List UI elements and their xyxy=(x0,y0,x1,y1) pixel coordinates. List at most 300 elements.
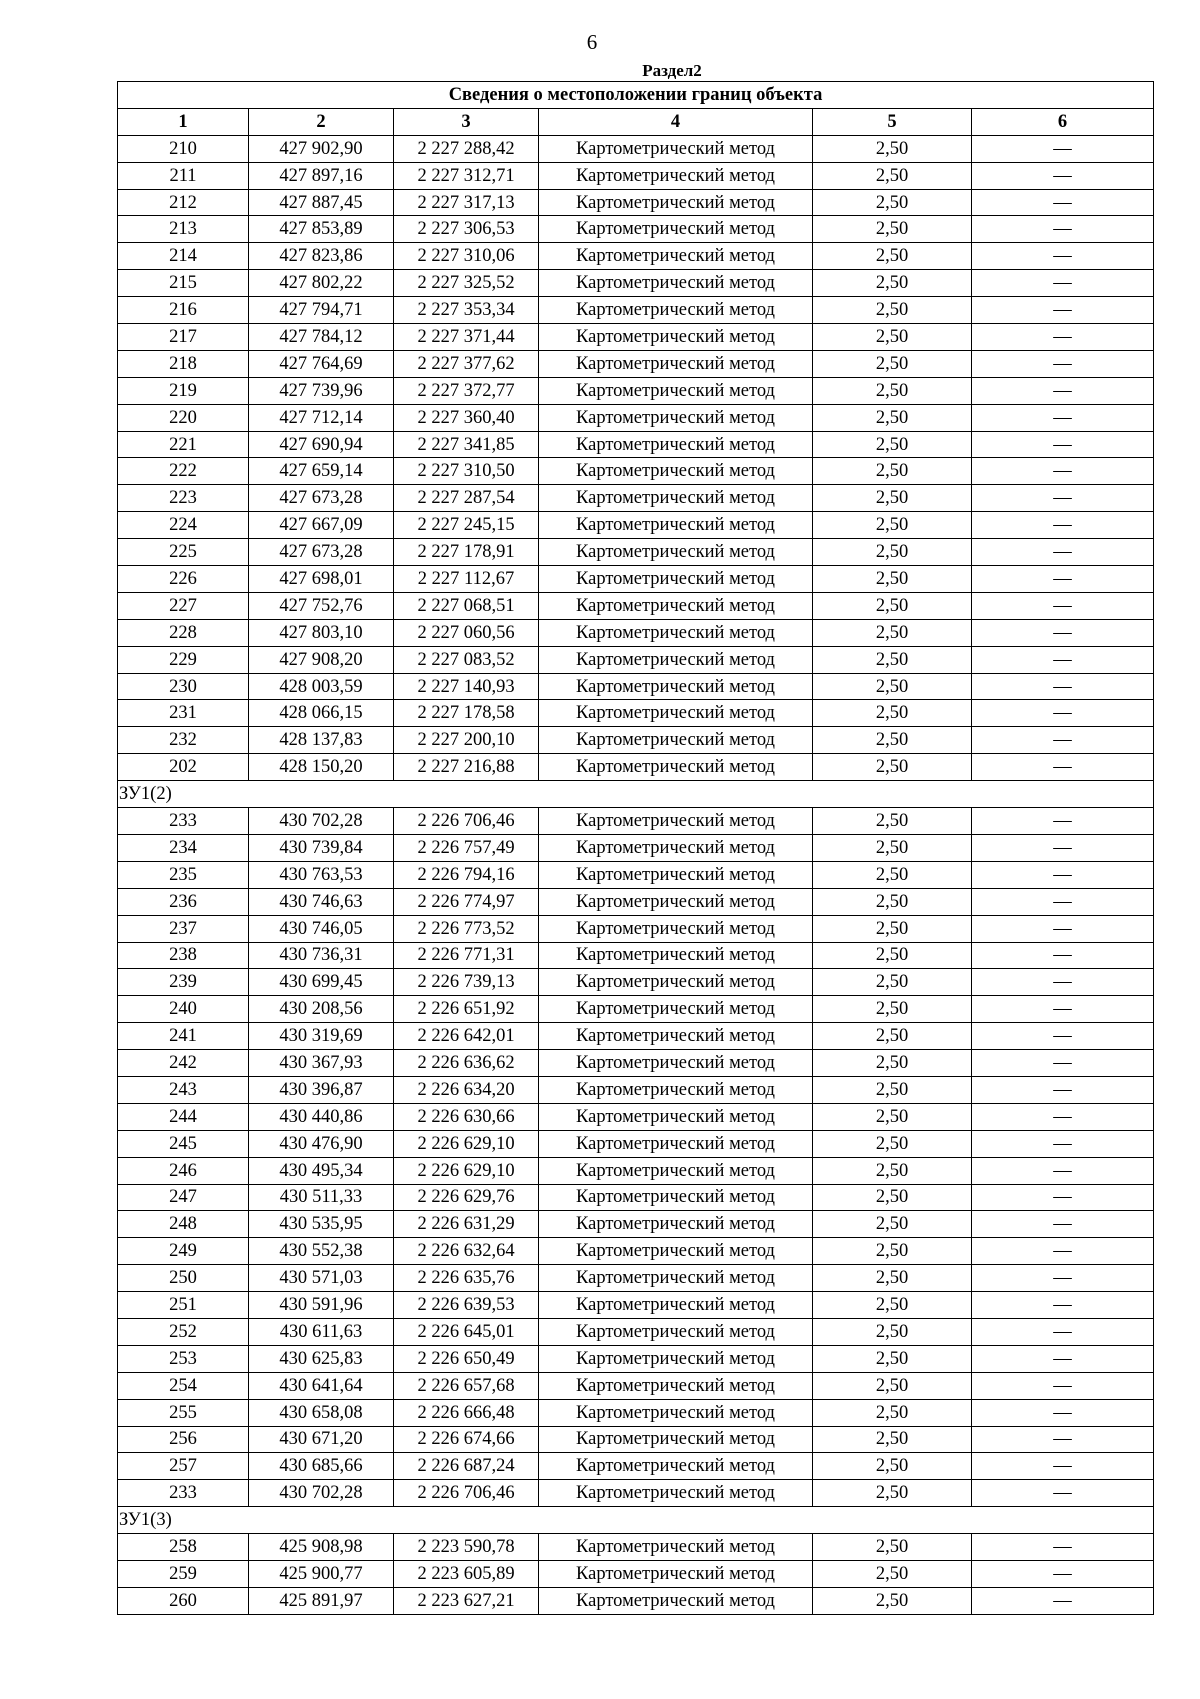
table-row xyxy=(118,834,1154,861)
method-cell: Картометрический метод xyxy=(539,942,813,969)
column-header: 4 xyxy=(539,108,813,135)
description-cell: — xyxy=(972,754,1154,781)
table-row xyxy=(118,1345,1154,1372)
y-coordinate-cell: 2 226 629,10 xyxy=(394,1130,539,1157)
description-cell: — xyxy=(972,1238,1154,1265)
point-number-cell: 219 xyxy=(118,377,249,404)
y-coordinate-cell: 2 227 287,54 xyxy=(394,485,539,512)
table-row xyxy=(118,1534,1154,1561)
group-label: ЗУ1(2) xyxy=(118,781,1154,808)
accuracy-cell: 2,50 xyxy=(813,1130,972,1157)
accuracy-cell: 2,50 xyxy=(813,458,972,485)
method-cell: Картометрический метод xyxy=(539,888,813,915)
method-cell: Картометрический метод xyxy=(539,377,813,404)
description-cell: — xyxy=(972,861,1154,888)
table-row xyxy=(118,431,1154,458)
table-body xyxy=(118,135,1154,1614)
table-row xyxy=(118,754,1154,781)
table-row xyxy=(118,673,1154,700)
method-cell: Картометрический метод xyxy=(539,1103,813,1130)
method-cell: Картометрический метод xyxy=(539,512,813,539)
description-cell: — xyxy=(972,297,1154,324)
y-coordinate-cell: 2 227 060,56 xyxy=(394,619,539,646)
point-number-cell: 230 xyxy=(118,673,249,700)
accuracy-cell: 2,50 xyxy=(813,377,972,404)
description-cell: — xyxy=(972,350,1154,377)
x-coordinate-cell: 425 900,77 xyxy=(249,1560,394,1587)
description-cell: — xyxy=(972,1292,1154,1319)
y-coordinate-cell: 2 226 631,29 xyxy=(394,1211,539,1238)
point-number-cell: 253 xyxy=(118,1345,249,1372)
accuracy-cell: 2,50 xyxy=(813,216,972,243)
method-cell: Картометрический метод xyxy=(539,1184,813,1211)
y-coordinate-cell: 2 227 371,44 xyxy=(394,324,539,351)
table-row xyxy=(118,727,1154,754)
table-row xyxy=(118,1157,1154,1184)
accuracy-cell: 2,50 xyxy=(813,1345,972,1372)
table-row xyxy=(118,1103,1154,1130)
accuracy-cell: 2,50 xyxy=(813,1157,972,1184)
x-coordinate-cell: 430 702,28 xyxy=(249,808,394,835)
method-cell: Картометрический метод xyxy=(539,431,813,458)
accuracy-cell: 2,50 xyxy=(813,1292,972,1319)
coordinates-table xyxy=(117,81,1154,1615)
method-cell: Картометрический метод xyxy=(539,404,813,431)
x-coordinate-cell: 427 802,22 xyxy=(249,270,394,297)
table-caption: Сведения о местоположении границ объекта xyxy=(118,82,1154,109)
y-coordinate-cell: 2 223 590,78 xyxy=(394,1534,539,1561)
accuracy-cell: 2,50 xyxy=(813,646,972,673)
description-cell: — xyxy=(972,619,1154,646)
point-number-cell: 227 xyxy=(118,592,249,619)
accuracy-cell: 2,50 xyxy=(813,485,972,512)
accuracy-cell: 2,50 xyxy=(813,566,972,593)
description-cell: — xyxy=(972,1534,1154,1561)
method-cell: Картометрический метод xyxy=(539,350,813,377)
table-row xyxy=(118,888,1154,915)
x-coordinate-cell: 430 611,63 xyxy=(249,1318,394,1345)
table-row xyxy=(118,162,1154,189)
method-cell: Картометрический метод xyxy=(539,1050,813,1077)
description-cell: — xyxy=(972,1318,1154,1345)
y-coordinate-cell: 2 226 666,48 xyxy=(394,1399,539,1426)
table-row xyxy=(118,700,1154,727)
description-cell: — xyxy=(972,1587,1154,1614)
x-coordinate-cell: 430 625,83 xyxy=(249,1345,394,1372)
description-cell: — xyxy=(972,1076,1154,1103)
column-header-row xyxy=(118,108,1154,135)
x-coordinate-cell: 427 712,14 xyxy=(249,404,394,431)
table-row xyxy=(118,1318,1154,1345)
group-row xyxy=(118,781,1154,808)
x-coordinate-cell: 430 641,64 xyxy=(249,1372,394,1399)
description-cell: — xyxy=(972,135,1154,162)
description-cell: — xyxy=(972,1184,1154,1211)
method-cell: Картометрический метод xyxy=(539,1426,813,1453)
y-coordinate-cell: 2 226 657,68 xyxy=(394,1372,539,1399)
accuracy-cell: 2,50 xyxy=(813,270,972,297)
point-number-cell: 247 xyxy=(118,1184,249,1211)
description-cell: — xyxy=(972,162,1154,189)
accuracy-cell: 2,50 xyxy=(813,1265,972,1292)
method-cell: Картометрический метод xyxy=(539,915,813,942)
accuracy-cell: 2,50 xyxy=(813,888,972,915)
y-coordinate-cell: 2 227 140,93 xyxy=(394,673,539,700)
table-row xyxy=(118,189,1154,216)
description-cell: — xyxy=(972,539,1154,566)
x-coordinate-cell: 427 902,90 xyxy=(249,135,394,162)
x-coordinate-cell: 427 659,14 xyxy=(249,458,394,485)
point-number-cell: 210 xyxy=(118,135,249,162)
column-header: 6 xyxy=(972,108,1154,135)
description-cell: — xyxy=(972,808,1154,835)
x-coordinate-cell: 427 794,71 xyxy=(249,297,394,324)
x-coordinate-cell: 427 673,28 xyxy=(249,485,394,512)
point-number-cell: 218 xyxy=(118,350,249,377)
point-number-cell: 224 xyxy=(118,512,249,539)
description-cell: — xyxy=(972,1560,1154,1587)
y-coordinate-cell: 2 227 083,52 xyxy=(394,646,539,673)
x-coordinate-cell: 427 764,69 xyxy=(249,350,394,377)
method-cell: Картометрический метод xyxy=(539,566,813,593)
description-cell: — xyxy=(972,996,1154,1023)
y-coordinate-cell: 2 227 306,53 xyxy=(394,216,539,243)
method-cell: Картометрический метод xyxy=(539,1453,813,1480)
y-coordinate-cell: 2 226 687,24 xyxy=(394,1453,539,1480)
accuracy-cell: 2,50 xyxy=(813,592,972,619)
y-coordinate-cell: 2 226 634,20 xyxy=(394,1076,539,1103)
y-coordinate-cell: 2 226 629,10 xyxy=(394,1157,539,1184)
table-row xyxy=(118,216,1154,243)
column-header: 2 xyxy=(249,108,394,135)
accuracy-cell: 2,50 xyxy=(813,915,972,942)
y-coordinate-cell: 2 226 635,76 xyxy=(394,1265,539,1292)
accuracy-cell: 2,50 xyxy=(813,539,972,566)
accuracy-cell: 2,50 xyxy=(813,1050,972,1077)
point-number-cell: 255 xyxy=(118,1399,249,1426)
table-row xyxy=(118,458,1154,485)
description-cell: — xyxy=(972,216,1154,243)
description-cell: — xyxy=(972,673,1154,700)
description-cell: — xyxy=(972,243,1154,270)
table-row xyxy=(118,297,1154,324)
point-number-cell: 214 xyxy=(118,243,249,270)
table-row xyxy=(118,350,1154,377)
table-row xyxy=(118,942,1154,969)
description-cell: — xyxy=(972,512,1154,539)
y-coordinate-cell: 2 227 360,40 xyxy=(394,404,539,431)
description-cell: — xyxy=(972,1345,1154,1372)
table-row xyxy=(118,646,1154,673)
table-head xyxy=(118,82,1154,136)
accuracy-cell: 2,50 xyxy=(813,700,972,727)
point-number-cell: 258 xyxy=(118,1534,249,1561)
point-number-cell: 217 xyxy=(118,324,249,351)
y-coordinate-cell: 2 226 645,01 xyxy=(394,1318,539,1345)
method-cell: Картометрический метод xyxy=(539,458,813,485)
y-coordinate-cell: 2 227 310,06 xyxy=(394,243,539,270)
y-coordinate-cell: 2 227 068,51 xyxy=(394,592,539,619)
method-cell: Картометрический метод xyxy=(539,619,813,646)
point-number-cell: 249 xyxy=(118,1238,249,1265)
description-cell: — xyxy=(972,1399,1154,1426)
method-cell: Картометрический метод xyxy=(539,1318,813,1345)
accuracy-cell: 2,50 xyxy=(813,431,972,458)
accuracy-cell: 2,50 xyxy=(813,1453,972,1480)
table-row xyxy=(118,270,1154,297)
y-coordinate-cell: 2 227 317,13 xyxy=(394,189,539,216)
method-cell: Картометрический метод xyxy=(539,297,813,324)
description-cell: — xyxy=(972,1426,1154,1453)
y-coordinate-cell: 2 223 627,21 xyxy=(394,1587,539,1614)
accuracy-cell: 2,50 xyxy=(813,512,972,539)
description-cell: — xyxy=(972,888,1154,915)
description-cell: — xyxy=(972,1211,1154,1238)
table-row xyxy=(118,1292,1154,1319)
description-cell: — xyxy=(972,1023,1154,1050)
method-cell: Картометрический метод xyxy=(539,834,813,861)
point-number-cell: 242 xyxy=(118,1050,249,1077)
x-coordinate-cell: 430 396,87 xyxy=(249,1076,394,1103)
method-cell: Картометрический метод xyxy=(539,216,813,243)
accuracy-cell: 2,50 xyxy=(813,942,972,969)
table-row xyxy=(118,404,1154,431)
method-cell: Картометрический метод xyxy=(539,861,813,888)
point-number-cell: 252 xyxy=(118,1318,249,1345)
point-number-cell: 260 xyxy=(118,1587,249,1614)
accuracy-cell: 2,50 xyxy=(813,1318,972,1345)
method-cell: Картометрический метод xyxy=(539,1076,813,1103)
description-cell: — xyxy=(972,377,1154,404)
point-number-cell: 233 xyxy=(118,808,249,835)
accuracy-cell: 2,50 xyxy=(813,834,972,861)
accuracy-cell: 2,50 xyxy=(813,727,972,754)
method-cell: Картометрический метод xyxy=(539,485,813,512)
method-cell: Картометрический метод xyxy=(539,135,813,162)
method-cell: Картометрический метод xyxy=(539,592,813,619)
description-cell: — xyxy=(972,431,1154,458)
point-number-cell: 202 xyxy=(118,754,249,781)
point-number-cell: 225 xyxy=(118,539,249,566)
y-coordinate-cell: 2 227 178,58 xyxy=(394,700,539,727)
x-coordinate-cell: 430 591,96 xyxy=(249,1292,394,1319)
x-coordinate-cell: 430 319,69 xyxy=(249,1023,394,1050)
point-number-cell: 248 xyxy=(118,1211,249,1238)
y-coordinate-cell: 2 227 216,88 xyxy=(394,754,539,781)
y-coordinate-cell: 2 226 706,46 xyxy=(394,1480,539,1507)
accuracy-cell: 2,50 xyxy=(813,1184,972,1211)
table-row xyxy=(118,1211,1154,1238)
point-number-cell: 220 xyxy=(118,404,249,431)
y-coordinate-cell: 2 226 774,97 xyxy=(394,888,539,915)
point-number-cell: 241 xyxy=(118,1023,249,1050)
point-number-cell: 213 xyxy=(118,216,249,243)
point-number-cell: 259 xyxy=(118,1560,249,1587)
description-cell: — xyxy=(972,189,1154,216)
accuracy-cell: 2,50 xyxy=(813,1211,972,1238)
x-coordinate-cell: 430 671,20 xyxy=(249,1426,394,1453)
point-number-cell: 243 xyxy=(118,1076,249,1103)
description-cell: — xyxy=(972,1372,1154,1399)
x-coordinate-cell: 430 208,56 xyxy=(249,996,394,1023)
point-number-cell: 215 xyxy=(118,270,249,297)
accuracy-cell: 2,50 xyxy=(813,162,972,189)
accuracy-cell: 2,50 xyxy=(813,324,972,351)
point-number-cell: 212 xyxy=(118,189,249,216)
x-coordinate-cell: 430 658,08 xyxy=(249,1399,394,1426)
y-coordinate-cell: 2 227 341,85 xyxy=(394,431,539,458)
point-number-cell: 238 xyxy=(118,942,249,969)
x-coordinate-cell: 427 673,28 xyxy=(249,539,394,566)
x-coordinate-cell: 428 003,59 xyxy=(249,673,394,700)
description-cell: — xyxy=(972,1453,1154,1480)
method-cell: Картометрический метод xyxy=(539,1587,813,1614)
y-coordinate-cell: 2 227 245,15 xyxy=(394,512,539,539)
x-coordinate-cell: 427 698,01 xyxy=(249,566,394,593)
x-coordinate-cell: 430 511,33 xyxy=(249,1184,394,1211)
section-title: Раздел2 xyxy=(642,61,702,80)
point-number-cell: 234 xyxy=(118,834,249,861)
x-coordinate-cell: 427 739,96 xyxy=(249,377,394,404)
method-cell: Картометрический метод xyxy=(539,1292,813,1319)
method-cell: Картометрический метод xyxy=(539,189,813,216)
description-cell: — xyxy=(972,485,1154,512)
x-coordinate-cell: 427 784,12 xyxy=(249,324,394,351)
table-row xyxy=(118,592,1154,619)
accuracy-cell: 2,50 xyxy=(813,619,972,646)
description-cell: — xyxy=(972,727,1154,754)
accuracy-cell: 2,50 xyxy=(813,189,972,216)
method-cell: Картометрический метод xyxy=(539,539,813,566)
x-coordinate-cell: 427 752,76 xyxy=(249,592,394,619)
method-cell: Картометрический метод xyxy=(539,1399,813,1426)
y-coordinate-cell: 2 227 312,71 xyxy=(394,162,539,189)
method-cell: Картометрический метод xyxy=(539,1372,813,1399)
accuracy-cell: 2,50 xyxy=(813,1399,972,1426)
description-cell: — xyxy=(972,324,1154,351)
point-number-cell: 221 xyxy=(118,431,249,458)
point-number-cell: 222 xyxy=(118,458,249,485)
method-cell: Картометрический метод xyxy=(539,1023,813,1050)
y-coordinate-cell: 2 226 629,76 xyxy=(394,1184,539,1211)
table-row xyxy=(118,1399,1154,1426)
table-row xyxy=(118,1265,1154,1292)
point-number-cell: 245 xyxy=(118,1130,249,1157)
point-number-cell: 244 xyxy=(118,1103,249,1130)
point-number-cell: 236 xyxy=(118,888,249,915)
method-cell: Картометрический метод xyxy=(539,1345,813,1372)
x-coordinate-cell: 430 763,53 xyxy=(249,861,394,888)
accuracy-cell: 2,50 xyxy=(813,297,972,324)
point-number-cell: 233 xyxy=(118,1480,249,1507)
table-row xyxy=(118,1076,1154,1103)
y-coordinate-cell: 2 226 651,92 xyxy=(394,996,539,1023)
point-number-cell: 237 xyxy=(118,915,249,942)
description-cell: — xyxy=(972,458,1154,485)
point-number-cell: 251 xyxy=(118,1292,249,1319)
method-cell: Картометрический метод xyxy=(539,673,813,700)
point-number-cell: 235 xyxy=(118,861,249,888)
description-cell: — xyxy=(972,969,1154,996)
y-coordinate-cell: 2 226 650,49 xyxy=(394,1345,539,1372)
description-cell: — xyxy=(972,1265,1154,1292)
accuracy-cell: 2,50 xyxy=(813,861,972,888)
column-header: 1 xyxy=(118,108,249,135)
table-row xyxy=(118,969,1154,996)
method-cell: Картометрический метод xyxy=(539,754,813,781)
x-coordinate-cell: 427 908,20 xyxy=(249,646,394,673)
method-cell: Картометрический метод xyxy=(539,969,813,996)
y-coordinate-cell: 2 226 632,64 xyxy=(394,1238,539,1265)
point-number-cell: 232 xyxy=(118,727,249,754)
y-coordinate-cell: 2 226 757,49 xyxy=(394,834,539,861)
accuracy-cell: 2,50 xyxy=(813,996,972,1023)
method-cell: Картометрический метод xyxy=(539,162,813,189)
x-coordinate-cell: 430 746,63 xyxy=(249,888,394,915)
description-cell: — xyxy=(972,566,1154,593)
accuracy-cell: 2,50 xyxy=(813,1076,972,1103)
method-cell: Картометрический метод xyxy=(539,324,813,351)
table-row xyxy=(118,1587,1154,1614)
x-coordinate-cell: 427 853,89 xyxy=(249,216,394,243)
caption-row xyxy=(118,82,1154,109)
x-coordinate-cell: 430 552,38 xyxy=(249,1238,394,1265)
method-cell: Картометрический метод xyxy=(539,1211,813,1238)
x-coordinate-cell: 430 746,05 xyxy=(249,915,394,942)
y-coordinate-cell: 2 226 642,01 xyxy=(394,1023,539,1050)
y-coordinate-cell: 2 227 178,91 xyxy=(394,539,539,566)
table-row xyxy=(118,808,1154,835)
accuracy-cell: 2,50 xyxy=(813,754,972,781)
y-coordinate-cell: 2 227 288,42 xyxy=(394,135,539,162)
method-cell: Картометрический метод xyxy=(539,646,813,673)
table-row xyxy=(118,1453,1154,1480)
accuracy-cell: 2,50 xyxy=(813,350,972,377)
x-coordinate-cell: 430 440,86 xyxy=(249,1103,394,1130)
table-row xyxy=(118,135,1154,162)
y-coordinate-cell: 2 226 636,62 xyxy=(394,1050,539,1077)
method-cell: Картометрический метод xyxy=(539,700,813,727)
accuracy-cell: 2,50 xyxy=(813,1560,972,1587)
table-row xyxy=(118,1130,1154,1157)
y-coordinate-cell: 2 226 794,16 xyxy=(394,861,539,888)
method-cell: Картометрический метод xyxy=(539,1265,813,1292)
x-coordinate-cell: 425 891,97 xyxy=(249,1587,394,1614)
method-cell: Картометрический метод xyxy=(539,996,813,1023)
method-cell: Картометрический метод xyxy=(539,727,813,754)
y-coordinate-cell: 2 226 771,31 xyxy=(394,942,539,969)
point-number-cell: 257 xyxy=(118,1453,249,1480)
y-coordinate-cell: 2 226 630,66 xyxy=(394,1103,539,1130)
table-row xyxy=(118,485,1154,512)
accuracy-cell: 2,50 xyxy=(813,1534,972,1561)
table-row xyxy=(118,861,1154,888)
y-coordinate-cell: 2 227 310,50 xyxy=(394,458,539,485)
point-number-cell: 228 xyxy=(118,619,249,646)
x-coordinate-cell: 430 699,45 xyxy=(249,969,394,996)
group-row xyxy=(118,1507,1154,1534)
point-number-cell: 223 xyxy=(118,485,249,512)
accuracy-cell: 2,50 xyxy=(813,1238,972,1265)
point-number-cell: 239 xyxy=(118,969,249,996)
y-coordinate-cell: 2 227 377,62 xyxy=(394,350,539,377)
description-cell: — xyxy=(972,1050,1154,1077)
point-number-cell: 240 xyxy=(118,996,249,1023)
x-coordinate-cell: 428 066,15 xyxy=(249,700,394,727)
group-label: ЗУ1(3) xyxy=(118,1507,1154,1534)
y-coordinate-cell: 2 227 372,77 xyxy=(394,377,539,404)
table-row xyxy=(118,1426,1154,1453)
